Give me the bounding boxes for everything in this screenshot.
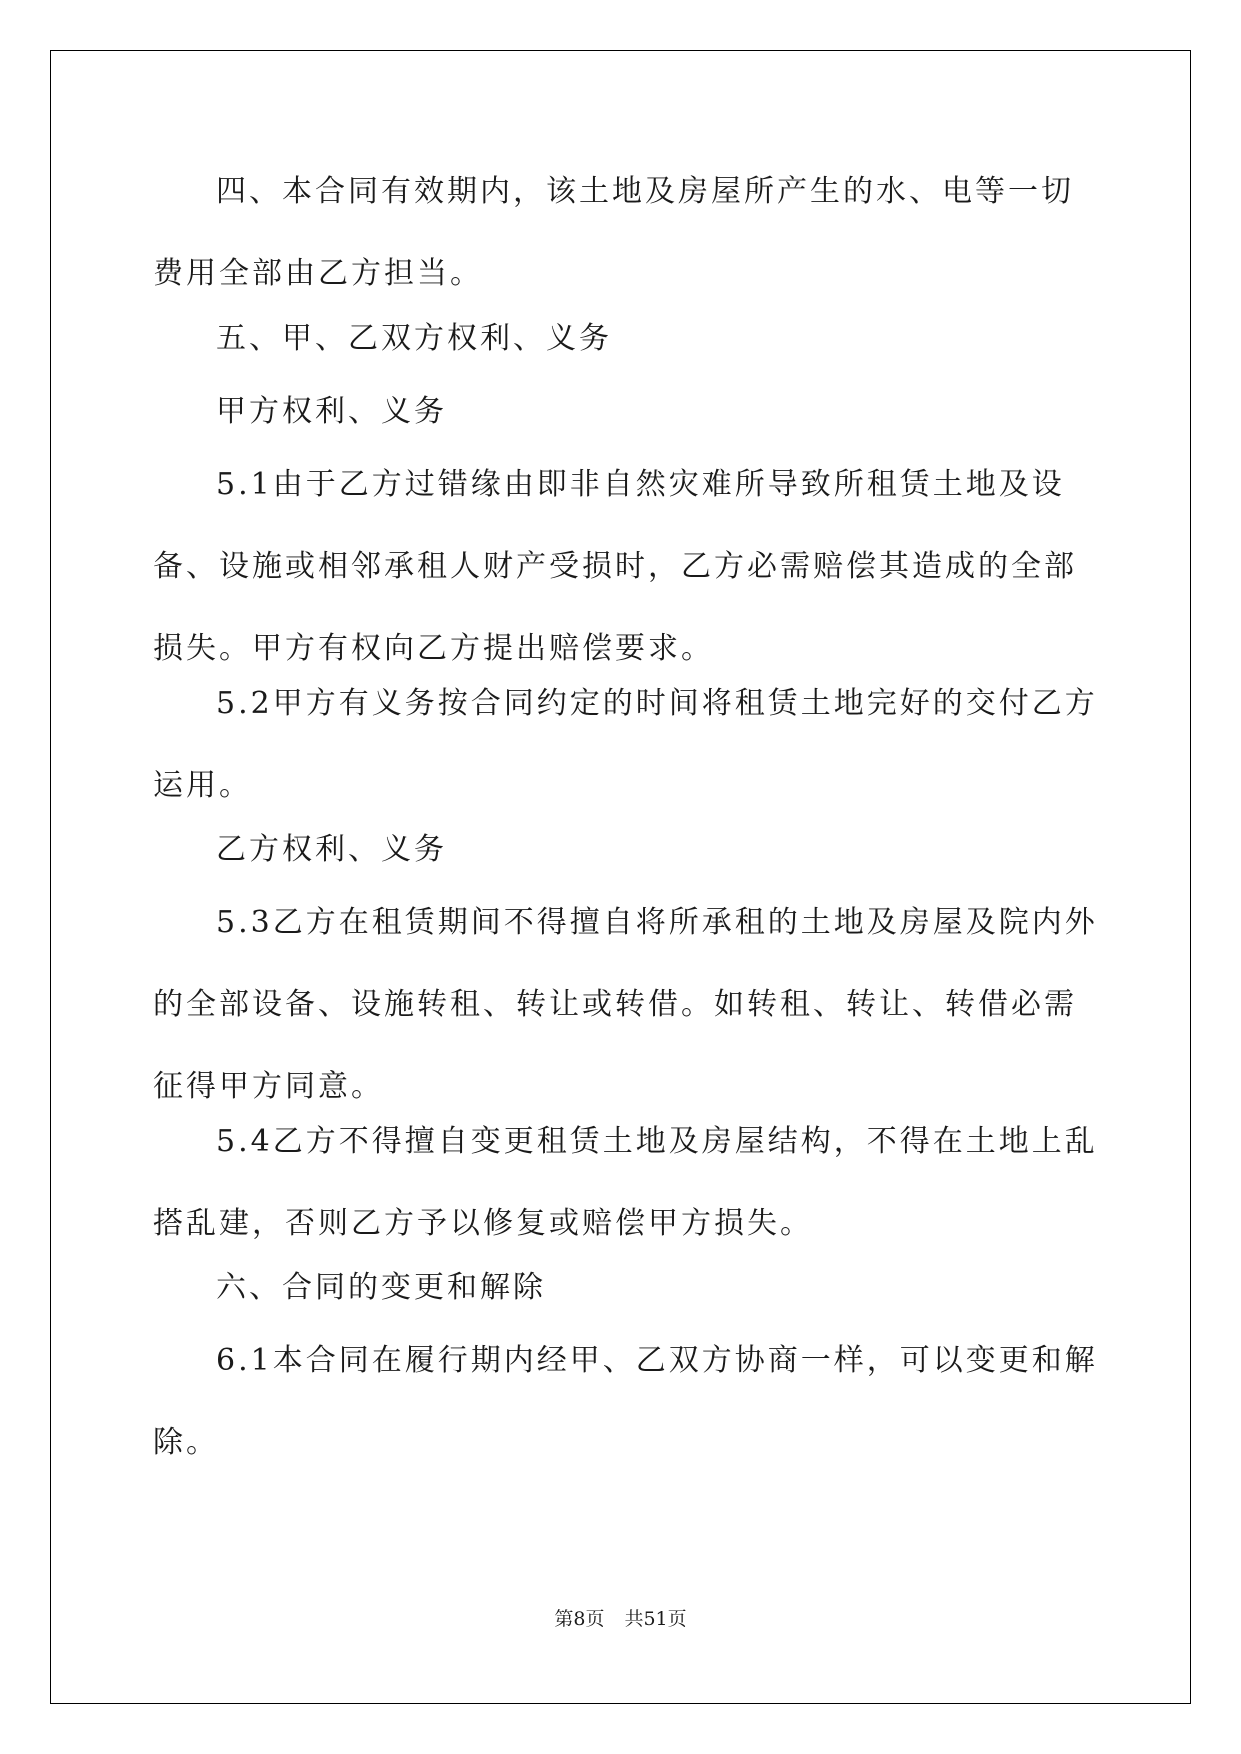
clause-5-2-paragraph: 5.2甲方有义务按合同约定的时间将租赁土地完好的交付乙方运用。 (153, 686, 1098, 803)
section-6-heading: 六、合同的变更和解除 (216, 1270, 546, 1305)
clause-5-3-paragraph: 5.3乙方在租赁期间不得擅自将所承租的土地及房屋及院内外的全部设备、设施转租、转让或转借。如转租、转让、转借必需征得甲方同意。 (153, 905, 1098, 1104)
page-number: 第8页 (554, 1608, 605, 1630)
party-a-rights-heading: 甲方权利、义务 (216, 394, 447, 429)
clause-5-1-paragraph: 5.1由于乙方过错缘由即非自然灾难所导致所租赁土地及设备、设施或相邻承租人财产受损时，乙方必需赔偿其造成的全部损失。甲方有权向乙方提出赔偿要求。 (153, 467, 1077, 666)
page-footer (0, 1604, 1241, 1631)
total-pages: 共51页 (624, 1608, 687, 1630)
clause-6-1-paragraph: 6.1本合同在履行期内经甲、乙双方协商一样，可以变更和解除。 (153, 1343, 1098, 1460)
clause-4-paragraph: 四、本合同有效期内，该土地及房屋所产生的水、电等一切费用全部由乙方担当。 (153, 174, 1074, 291)
clause-5-4-paragraph: 5.4乙方不得擅自变更租赁土地及房屋结构，不得在土地上乱搭乱建，否则乙方予以修复或赔偿甲方损失。 (153, 1124, 1098, 1241)
party-b-rights-heading: 乙方权利、义务 (216, 832, 447, 867)
section-5-heading: 五、甲、乙双方权利、义务 (216, 321, 612, 356)
